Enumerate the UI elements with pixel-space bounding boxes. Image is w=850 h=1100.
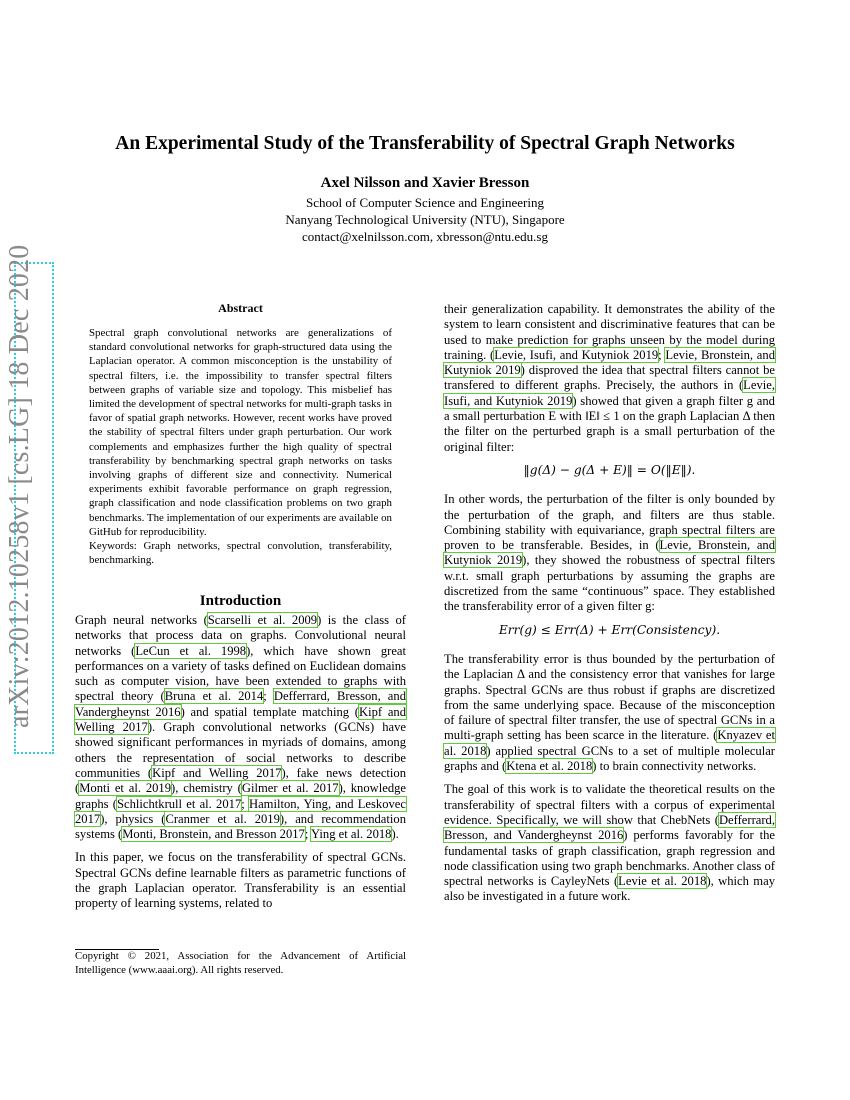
citation-link[interactable]: Kipf and Welling 2017	[75, 704, 407, 735]
text-run: ) to brain connectivity networks.	[592, 759, 757, 774]
text-run: ;	[658, 347, 666, 362]
text-run: ), physics (	[100, 811, 166, 826]
abstract-body	[89, 326, 392, 567]
text-run: ). Graph convolutional networks (GCNs) have showed significant performances in myriads of domains, among others the representation of social networks to describe communities (	[75, 720, 406, 780]
intro-paragraph-1	[75, 613, 406, 842]
citation-link[interactable]: Bruna et al. 2014	[164, 689, 264, 704]
citation-link[interactable]: Levie, Isufi, and Kutyniok 2019	[494, 347, 659, 362]
citation-link[interactable]: Monti et al. 2019	[79, 781, 172, 796]
citation-link[interactable]: Kipf and Welling 2017	[152, 765, 282, 780]
affiliation-line-2: Nanyang Technological University (NTU), Singapore	[285, 212, 565, 227]
affiliation	[0, 194, 850, 245]
intro-paragraph-2: In this paper, we focus on the transferability of spectral GCNs. Spectral GCNs define learnable filters as parametric functions of the graph Laplacian operator. Transferability is an essential property of learning systems, related to	[75, 850, 406, 911]
paper-title: An Experimental Study of the Transferability of Spectral Graph Networks	[115, 133, 735, 154]
text-run: ;	[263, 689, 274, 704]
right-paragraph-4	[444, 782, 775, 904]
citation-link[interactable]: Ying et al. 2018	[311, 827, 392, 842]
abstract-keywords: Keywords: Graph networks, spectral convolution, transferability, benchmarking.	[89, 540, 392, 567]
citation-link[interactable]: Schlichtkrull et al. 2017	[117, 796, 242, 811]
text-run: ) showed that given a graph filter g and a small perturbation E with ‖E‖ ≤ 1 on the graph Laplacian Δ then the filter on the perturbed graph is a small perturbation of the original filter:	[444, 393, 775, 454]
citation-link[interactable]: Scarselli et al. 2009	[207, 613, 318, 627]
text-run: ;	[304, 827, 312, 842]
citation-link[interactable]: Cranmer et al. 2019	[165, 811, 280, 826]
right-paragraph-1	[444, 302, 775, 455]
abstract-text: Spectral graph convolutional networks are generalizations of standard convolutional networks for graph-structured data using the Laplacian operator. A common misconception is the unstability of spectral filters, i.e. the impossibility to transfer spectral filters between graphs of variable size and topology. This misbelief has limited the development of spectral networks for multi-graph tasks in favor of spatial graph networks. However, recent works have proved the stability of spectral filters under graph perturbation. Our work complements and emphasizes further the high quality of spectral transferability by benchmarking spectral graph networks on tasks involving graphs of different size and connectivity. Numerical experiments exhibit favorable performance on graph regression, graph classification and node classification problems on two graph benchmarks. The implementation of our experiments are available on GitHub for reproducibility.	[89, 327, 392, 538]
right-paragraph-3	[444, 652, 775, 774]
text-run: ), which may also be investigated in a future work.	[444, 874, 775, 904]
arxiv-identifier[interactable]: arXiv:2012.10258v1 [cs.LG] 18 Dec 2020	[4, 244, 35, 728]
text-run: their generalization capability. It demonstrates the ability of the system to learn consistent and discriminative features that can be used to make prediction for graphs unseen by the model during training. (	[444, 302, 775, 362]
text-run: ).	[391, 827, 399, 842]
equation-transferability: Err(g) ≤ Err(Δ) + Err(Consistency).	[498, 622, 721, 637]
text-run: The transferability error is thus bounded by the perturbation of the Laplacian Δ and the consistency error that vanishes for large graphs. Spectral GCNs are thus robust if graphs are discretized from the same underlying space. Because of the misconception of failure of spectral filter transfer, the use of spectral GCNs in a multi-graph setting has been scarce in the literature. (	[444, 651, 775, 743]
equation-stability: ‖g(Δ) − g(Δ + E)‖ = O(‖E‖).	[523, 462, 696, 477]
text-run: ) applied spectral GCNs to a set of multiple molecular graphs and (	[444, 743, 775, 774]
copyright-footnote: Copyright © 2021, Association for the Advancement of Artificial Intelligence (www.aaai.org). All rights reserved.	[75, 950, 406, 976]
citation-link[interactable]: Levie, Isufi, and Kutyniok 2019	[444, 378, 775, 408]
text-run: ), which have shown great performances on a variety of tasks defined on Euclidean domains such as computer vision, have been extended to graphs with spectral theory (	[75, 643, 406, 704]
affiliation-emails: contact@xelnilsson.com, xbresson@ntu.edu.sg	[302, 229, 548, 244]
introduction-heading: Introduction	[199, 593, 282, 609]
text-run: The goal of this work is to validate the theoretical results on the transferability of spectral filters with a corpus of experimental evidence. Specifically, we will show that ChebNets (	[444, 782, 775, 827]
text-run: ) performs favorably for the fundamental tasks of graph classification, graph regression and node classification using two graph benchmarks. Another class of spectral networks is CayleyNets (	[444, 828, 776, 889]
text-run: ), they showed the robustness of spectral filters w.r.t. small graph perturbations by assuming the graphs are discretized from the same “continuous” space. They established the transferability error of a given filter g:	[444, 553, 776, 614]
citation-link[interactable]: Levie, Bronstein, and Kutyniok 2019	[444, 538, 775, 568]
text-run: ), chemistry (	[171, 781, 242, 796]
citation-link[interactable]: Knyazev et al. 2018	[444, 728, 775, 758]
abstract-heading: Abstract	[218, 301, 263, 315]
text-run: ), and recommendation systems (	[75, 811, 406, 842]
text-run: ) disproved the idea that spectral filters cannot be transfered to different graphs. Precisely, the authors in (	[444, 363, 775, 393]
citation-link[interactable]: Ktena et al. 2018	[506, 759, 593, 774]
citation-link[interactable]: LeCun et al. 1998	[135, 643, 247, 658]
paper-authors: Axel Nilsson and Xavier Bresson	[320, 175, 530, 191]
text-run: ), knowledge graphs (	[75, 781, 407, 811]
text-run: ) and spatial template matching (	[180, 704, 359, 719]
introduction-body	[75, 613, 406, 920]
text-run: ) is the class of networks that process data on graphs. Convolutional neural networks (	[75, 613, 407, 658]
citation-link[interactable]: Defferrard, Bresson, and Vandergheynst 2016	[444, 812, 775, 843]
right-paragraph-2	[444, 492, 775, 614]
text-run: ), fake news detection (	[75, 765, 407, 796]
citation-link[interactable]: Levie et al. 2018	[618, 874, 707, 889]
text-run: Graph neural networks (	[75, 613, 208, 627]
citation-link[interactable]: Gilmer et al. 2017	[241, 781, 339, 796]
citation-link[interactable]: Hamilton, Ying, and Leskovec 2017	[75, 796, 406, 826]
affiliation-line-1: School of Computer Science and Engineering	[306, 195, 544, 210]
text-run: ;	[241, 796, 249, 811]
citation-link[interactable]: Levie, Bronstein, and Kutyniok 2019	[444, 347, 775, 378]
text-run: In other words, the perturbation of the filter is only bounded by the perturbation of the graph, and filters are thus stable. Combining stability with equivariance, graph spectral filters are proven to be transferable. Besides, in (	[444, 492, 775, 553]
right-column-body	[444, 302, 775, 913]
citation-link[interactable]: Defferrard, Bresson, and Vandergheynst 2016	[75, 689, 406, 719]
citation-link[interactable]: Monti, Bronstein, and Bresson 2017	[122, 827, 305, 842]
